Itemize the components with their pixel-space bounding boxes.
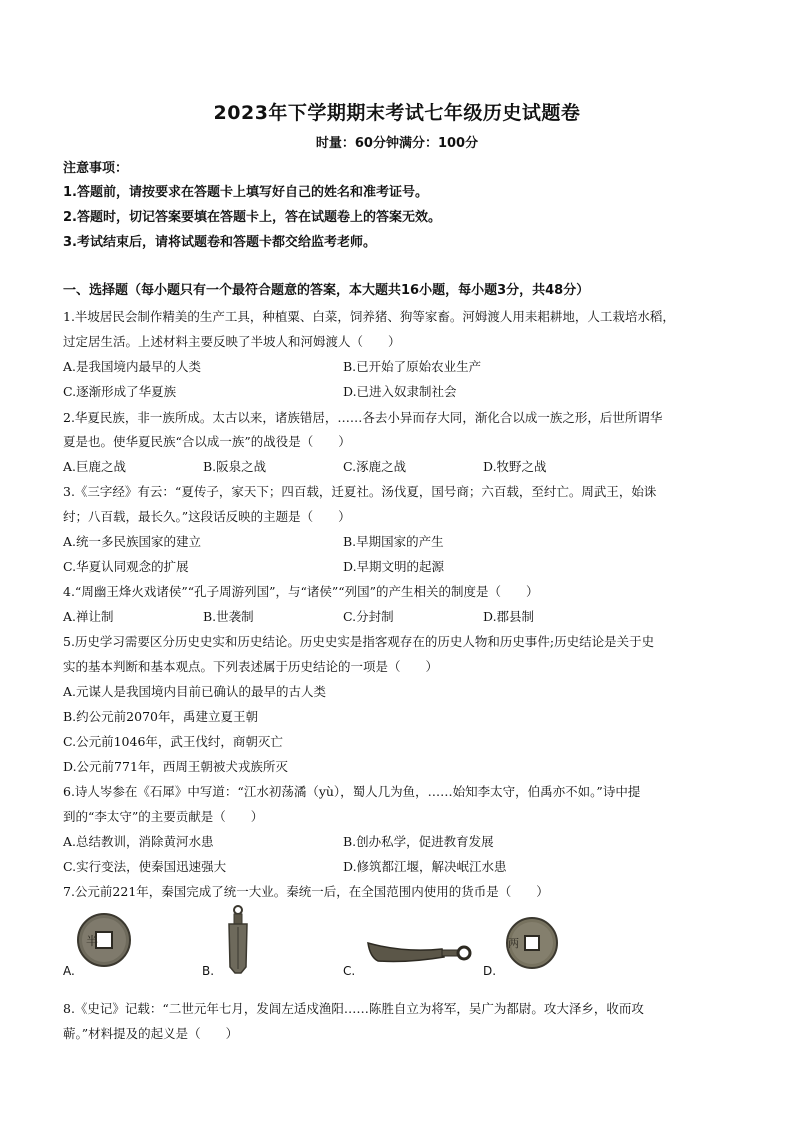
option-a: A. [63,964,75,978]
option-c: C.实行变法，使秦国迅速强大 [63,859,227,874]
option-b: B.世袭制 [203,609,254,624]
question-stem: 8.《史记》记载：“二世元年七月，发闾左适戍渔阳……陈胜自立为将军，吴广为都尉。攻大泽乡，收而攻 [63,1001,644,1016]
option-c: C. [343,964,356,978]
option-b: B.早期国家的产生 [343,534,444,549]
note-item: 1.答题前，请按要求在答题卡上填写好自己的姓名和准考证号。 [63,185,428,200]
question-stem: 3.《三字经》有云：“夏传子，家天下；四百载，迁夏社。汤伐夏，国号商；六百载，至纣亡。周武王，始诛 [63,484,657,499]
question-stem: 夏是也。使华夏民族“合以成一族”的战役是（ ） [63,434,351,449]
spade-coin-b-image [222,905,254,975]
question-stem: 1.半坡居民会制作精美的生产工具，种植粟、白菜，饲养猪、狗等家畜。河姆渡人用耒耜耕地，人工栽培水稻， [63,309,675,324]
option-d: D.公元前771年，西周王朝被犬戎族所灭 [63,759,288,774]
ban-liang-coin-a-image [76,912,132,968]
question-stem: 实的基本判断和基本观点。下列表述属于历史结论的一项是（ ） [63,659,439,674]
question-stem: 2.华夏民族，非一族所成。太古以来，诸族错居，……各去小异而存大同，渐化合以成一族之形，后世所谓华 [63,410,663,425]
option-d: D.郡县制 [483,609,535,624]
question-stem: 7.公元前221年，秦国完成了统一大业。秦统一后，在全国范围内使用的货币是（ ） [63,884,549,899]
coin-d-inscription: 两 [508,937,519,950]
option-a: A.元谋人是我国境内目前已确认的最早的古人类 [63,684,327,699]
option-b: B. [202,964,215,978]
coin-a-inscription: 半 [86,934,99,948]
option-a: A.禅让制 [63,609,114,624]
section-heading: 一、选择题（每小题只有一个最符合题意的答案，本大题共16小题，每小题3分，共48分） [63,283,590,298]
option-d: D. [483,964,497,978]
option-c: C.逐渐形成了华夏族 [63,384,177,399]
question-stem: 过定居生活。上述材料主要反映了半坡人和河姆渡人（ ） [63,334,401,349]
option-c: C.华夏认同观念的扩展 [63,559,189,574]
option-a: A.总结教训，消除黄河水患 [63,834,214,849]
option-c: C.分封制 [343,609,394,624]
note-item: 3.考试结束后，请将试题卷和答题卡都交给监考老师。 [63,235,376,250]
option-d: D.牧野之战 [483,459,547,474]
option-b: B.创办私学，促进教育发展 [343,834,494,849]
question-stem: 6.诗人岑参在《石犀》中写道：“江水初荡潏（yù），蜀人几为鱼，……始知李太守，伯禹亦不如。”诗中提 [63,784,641,799]
notes-heading: 注意事项： [63,161,129,176]
question-stem: 4.“周幽王烽火戏诸侯”“孔子周游列国”，与“诸侯”“列国”的产生相关的制度是（ ） [63,584,539,599]
page-subtitle: 时量：60分钟满分：100分 [315,136,479,151]
question-stem: 到的“李太守”的主要贡献是（ ） [63,809,264,824]
option-b: B.阪泉之战 [203,459,267,474]
question-stem: 纣；八百载，最长久。”这段话反映的主题是（ ） [63,509,351,524]
ban-liang-coin-d-image [505,916,559,970]
option-a: A.巨鹿之战 [63,459,127,474]
option-b: B.约公元前2070年，禹建立夏王朝 [63,709,258,724]
option-d: D.早期文明的起源 [343,559,445,574]
question-stem: 5.历史学习需要区分历史史实和历史结论。历史史实是指客观存在的历史人物和历史事件;历史结论是关于史 [63,634,655,649]
option-b: B.已开始了原始农业生产 [343,359,482,374]
option-c: C.涿鹿之战 [343,459,407,474]
note-item: 2.答题时，切记答案要填在答题卡上，答在试题卷上的答案无效。 [63,210,441,225]
option-c: C.公元前1046年，武王伐纣，商朝灭亡 [63,734,283,749]
option-a: A.统一多民族国家的建立 [63,534,202,549]
page-title: 2023年下学期期末考试七年级历史试题卷 [213,102,581,124]
question-stem: 蕲。”材料提及的起义是（ ） [63,1026,239,1041]
option-d: D.已进入奴隶制社会 [343,384,457,399]
option-a: A.是我国境内最早的人类 [63,359,202,374]
option-d: D.修筑都江堰，解决岷江水患 [343,859,507,874]
knife-coin-c-image [364,935,474,975]
